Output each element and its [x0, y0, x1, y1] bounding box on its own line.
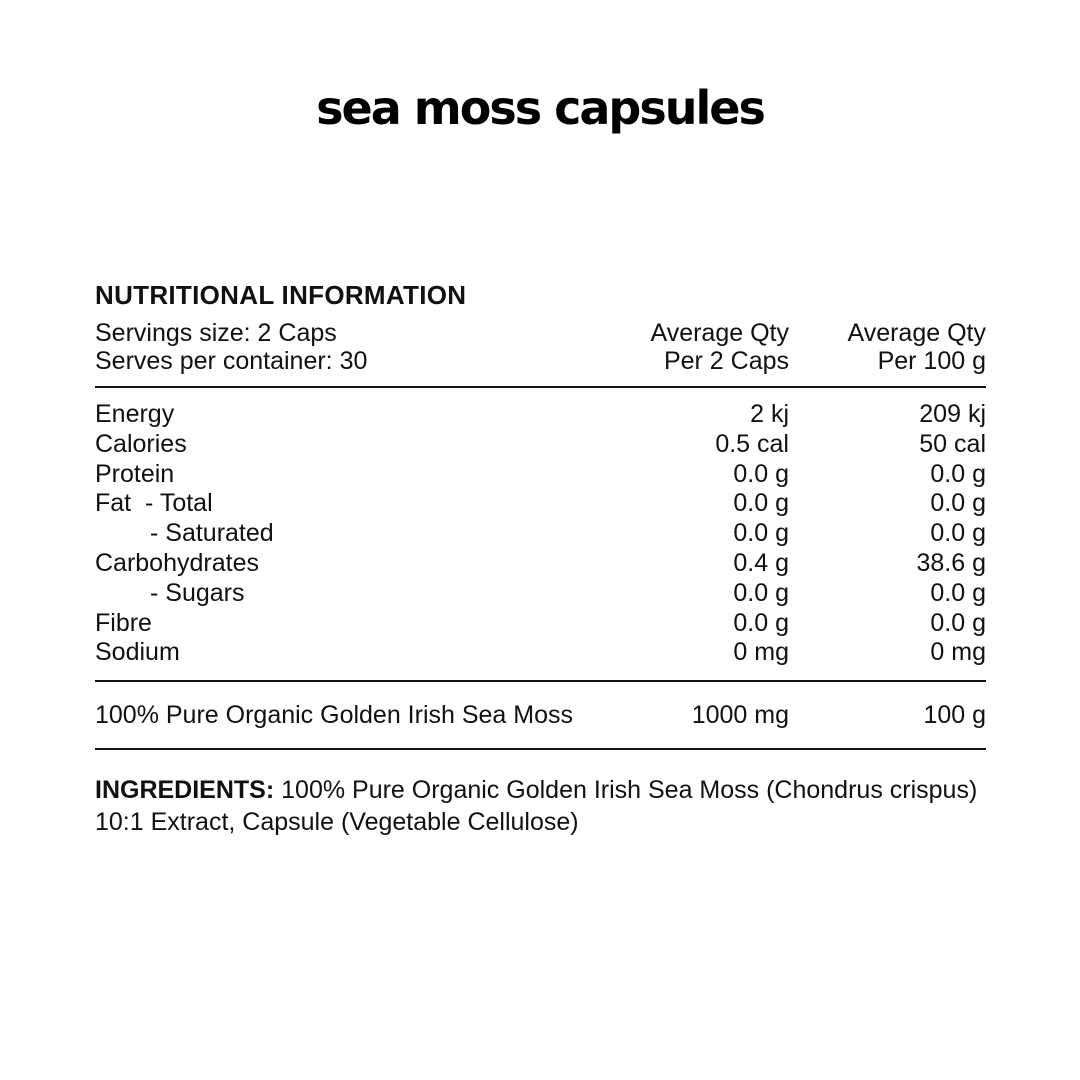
per-serve-header-line2: Per 2 Caps [663, 347, 789, 375]
nutrient-per-100: 0 mg [930, 638, 986, 667]
nutrient-label: - Saturated [150, 519, 274, 548]
nutrition-panel [95, 279, 986, 838]
nutrient-row [95, 460, 986, 490]
nutrient-per-serve: 2 kj [750, 400, 789, 428]
nutrient-per-serve: 0.0 g [733, 519, 789, 548]
nutrition-heading: NUTRITIONAL INFORMATION [95, 280, 467, 310]
nutrient-row [95, 638, 986, 668]
servings-per-container: Serves per container: 30 [95, 347, 368, 375]
nutrient-per-100: 209 kj [919, 400, 986, 428]
extract-per-serve: 1000 mg [691, 701, 789, 730]
per-100-column-header [789, 319, 986, 375]
nutrient-row [95, 489, 986, 519]
nutrient-table [95, 388, 986, 680]
nutrient-row [95, 400, 986, 430]
nutrient-per-100: 0.0 g [930, 519, 986, 548]
divider-bottom [95, 748, 986, 750]
serving-info [95, 319, 589, 375]
nutrient-per-serve: 0.0 g [733, 459, 789, 488]
nutrient-per-100: 0.0 g [930, 489, 986, 518]
nutrient-row [95, 609, 986, 639]
nutrient-label: Energy [95, 400, 175, 428]
nutrient-per-100: 50 cal [919, 429, 986, 458]
nutrient-per-serve: 0 mg [733, 638, 789, 667]
nutrient-per-100: 0.0 g [930, 578, 986, 607]
ingredients-label: INGREDIENTS: [95, 776, 275, 805]
ingredients-statement [95, 774, 986, 838]
per-100-header-line2: Per 100 g [877, 347, 986, 375]
nutrient-label: Calories [95, 429, 187, 458]
nutrient-label: - Sugars [150, 578, 245, 607]
nutrient-per-serve: 0.5 cal [715, 429, 789, 458]
nutrient-label: Protein [95, 459, 175, 488]
extract-row [95, 682, 986, 748]
nutrient-row [95, 430, 986, 460]
nutrient-row [95, 579, 986, 609]
extract-per-100: 100 g [923, 701, 986, 730]
nutrient-per-serve: 0.4 g [733, 548, 789, 577]
per-serve-column-header [589, 319, 789, 375]
nutrient-per-100: 38.6 g [916, 548, 986, 577]
extract-label: 100% Pure Organic Golden Irish Sea Moss [95, 701, 574, 730]
per-serve-header-line1: Average Qty [650, 319, 789, 347]
nutrient-label: Fat - Total [95, 489, 213, 518]
nutrient-row [95, 549, 986, 579]
nutrient-per-serve: 0.0 g [733, 578, 789, 607]
nutrient-row [95, 519, 986, 549]
nutrient-per-serve: 0.0 g [733, 489, 789, 518]
nutrient-per-100: 0.0 g [930, 608, 986, 637]
serving-size: Servings size: 2 Caps [95, 319, 337, 347]
serving-header [95, 319, 986, 386]
product-title: sea moss capsules [316, 81, 764, 135]
nutrient-label: Fibre [95, 608, 152, 637]
ingredients-text: 100% Pure Organic Golden Irish Sea Moss (Chondrus crispus) 10:1 Extract, Capsule (Vegetable Cellulose) [95, 776, 978, 837]
per-100-header-line1: Average Qty [847, 319, 986, 347]
nutrient-label: Carbohydrates [95, 548, 259, 577]
nutrient-label: Sodium [95, 638, 180, 667]
nutrient-per-100: 0.0 g [930, 459, 986, 488]
nutrient-per-serve: 0.0 g [733, 608, 789, 637]
